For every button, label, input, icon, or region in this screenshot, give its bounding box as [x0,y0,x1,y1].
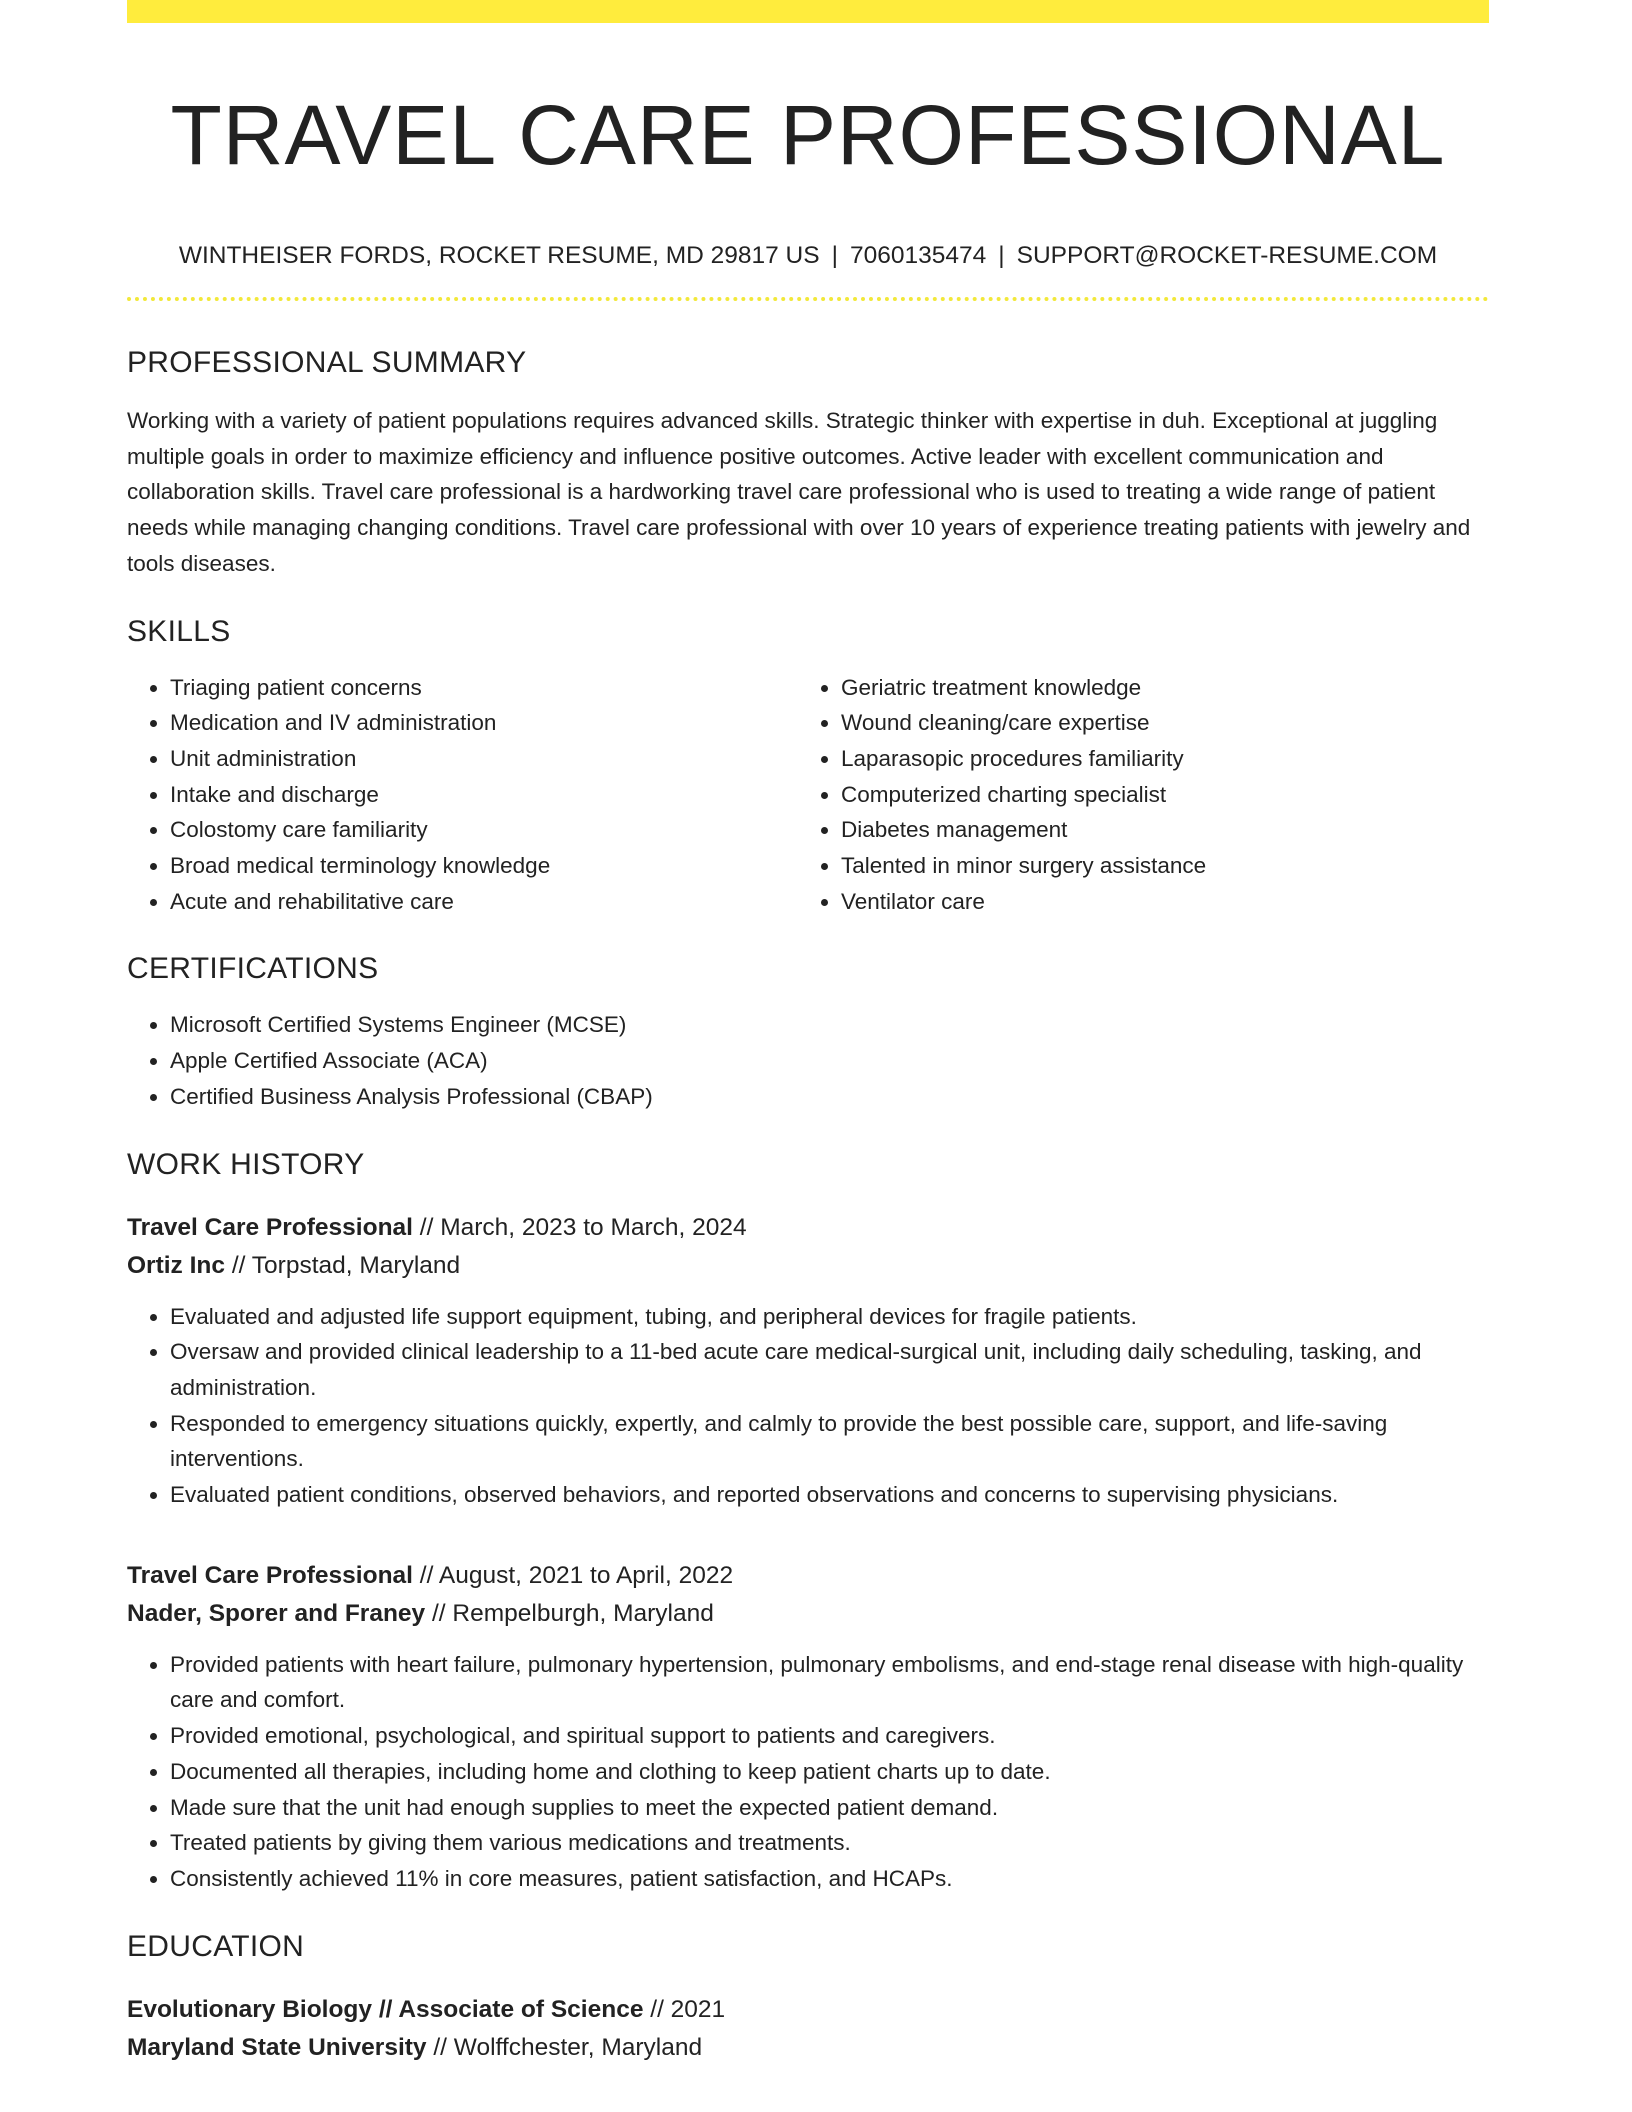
job-bullet: • Treated patients by giving them various medications and treatments. [170,1825,1489,1861]
skill-item: • Acute and rehabilitative care [170,884,798,920]
skills-list-right [798,670,1469,920]
education-year: // 2021 [643,1995,726,2023]
job-bullet: • Evaluated patient conditions, observed behaviors, and reported observations and concerns to supervising physicians. [170,1477,1489,1513]
job-role: Travel Care Professional [127,1213,413,1241]
job-location: // Torpstad, Maryland [225,1251,461,1279]
job-employer: Nader, Sporer and Franey [127,1599,426,1627]
skills-grid [127,670,1489,920]
job-title-line [127,1209,1489,1247]
header-divider [127,297,1489,301]
skill-item: • Broad medical terminology knowledge [170,848,798,884]
candidate-name: TRAVEL CARE PROFESSIONAL [170,88,1446,182]
certifications-list [127,1007,1489,1114]
contact-separator: | [998,242,1005,269]
skill-item: • Diabetes management [841,812,1469,848]
certification-item: • Certified Business Analysis Professional (CBAP) [170,1079,1489,1115]
skill-item: • Medication and IV administration [170,705,798,741]
skill-item: • Computerized charting specialist [841,777,1469,813]
job-bullet: • Made sure that the unit had enough supplies to meet the expected patient demand. [170,1790,1489,1826]
skills-heading: SKILLS [127,614,231,648]
contact-email: SUPPORT@ROCKET-RESUME.COM [1016,242,1438,269]
education-location: // Wolffchester, Maryland [426,2033,703,2061]
job-bullet: • Provided patients with heart failure, pulmonary hypertension, pulmonary embolisms, and end-stage renal disease with high-quality care and comfort. [170,1647,1489,1718]
job-bullet: • Provided emotional, psychological, and spiritual support to patients and caregivers. [170,1718,1489,1754]
job-location: // Rempelburgh, Maryland [425,1599,714,1627]
job-employer: Ortiz Inc [127,1251,226,1279]
contact-phone: 7060135474 [849,242,987,269]
skill-item: • Colostomy care familiarity [170,812,798,848]
job-bullet: • Evaluated and adjusted life support equipment, tubing, and peripheral devices for fragile patients. [170,1299,1489,1335]
job-bullets [127,1647,1489,1897]
contact-line [127,241,1489,271]
skill-item: • Talented in minor surgery assistance [841,848,1469,884]
skill-item: • Triaging patient concerns [170,670,798,706]
top-accent-bar [127,0,1489,23]
work-history-heading: WORK HISTORY [127,1147,365,1181]
skill-item: • Geriatric treatment knowledge [841,670,1469,706]
education-entry [127,1991,1489,2067]
skills-column-right [798,670,1469,920]
certification-item: • Microsoft Certified Systems Engineer (MCSE) [170,1007,1489,1043]
skill-item: • Wound cleaning/care expertise [841,705,1469,741]
job-title-line [127,1557,1489,1595]
job-bullet: • Responded to emergency situations quickly, expertly, and calmly to provide the best possible care, support, and life-saving interventions. [170,1406,1489,1477]
job-bullet: • Oversaw and provided clinical leadership to a 11-bed acute care medical-surgical unit, including daily scheduling, tasking, and administration. [170,1334,1489,1405]
resume-content [127,23,1489,2067]
education-degree: Evolutionary Biology // Associate of Science [127,1995,644,2023]
job-bullets [127,1299,1489,1513]
certification-item: • Apple Certified Associate (ACA) [170,1043,1489,1079]
job-entry [127,1557,1489,1897]
job-entry [127,1209,1489,1513]
job-dates: // August, 2021 to April, 2022 [412,1561,734,1589]
skill-item: • Unit administration [170,741,798,777]
job-role: Travel Care Professional [127,1561,413,1589]
job-employer-line [127,1247,1489,1285]
summary-text: Working with a variety of patient populations requires advanced skills. Strategic thinker with expertise in duh. Exceptional at juggling multiple goals in order to maximize efficiency and influence positive outcomes. Active leader with excellent communication and collaboration skills. Travel care professional is a hardworking travel care professional who is used to treating a wide range of patient needs while managing changing conditions. Travel care professional with over 10 years of experience treating patients with jewelry and tools diseases. [127,408,1471,576]
contact-separator: | [831,242,838,269]
skill-item: • Ventilator care [841,884,1469,920]
skill-item: • Intake and discharge [170,777,798,813]
education-heading: EDUCATION [127,1929,305,1963]
job-bullet: • Documented all therapies, including home and clothing to keep patient charts up to date. [170,1754,1489,1790]
skills-list-left [127,670,798,920]
skills-column-left [127,670,798,920]
education-school-line [127,2029,1489,2067]
contact-address: WINTHEISER FORDS, ROCKET RESUME, MD 29817 US [178,242,820,269]
job-bullet: • Consistently achieved 11% in core measures, patient satisfaction, and HCAPs. [170,1861,1489,1897]
education-school: Maryland State University [127,2033,427,2061]
education-degree-line [127,1991,1489,2029]
summary-heading: PROFESSIONAL SUMMARY [127,346,527,379]
certifications-heading: CERTIFICATIONS [127,952,379,986]
skill-item: • Laparasopic procedures familiarity [841,741,1469,777]
job-employer-line [127,1595,1489,1633]
job-dates: // March, 2023 to March, 2024 [412,1213,747,1241]
